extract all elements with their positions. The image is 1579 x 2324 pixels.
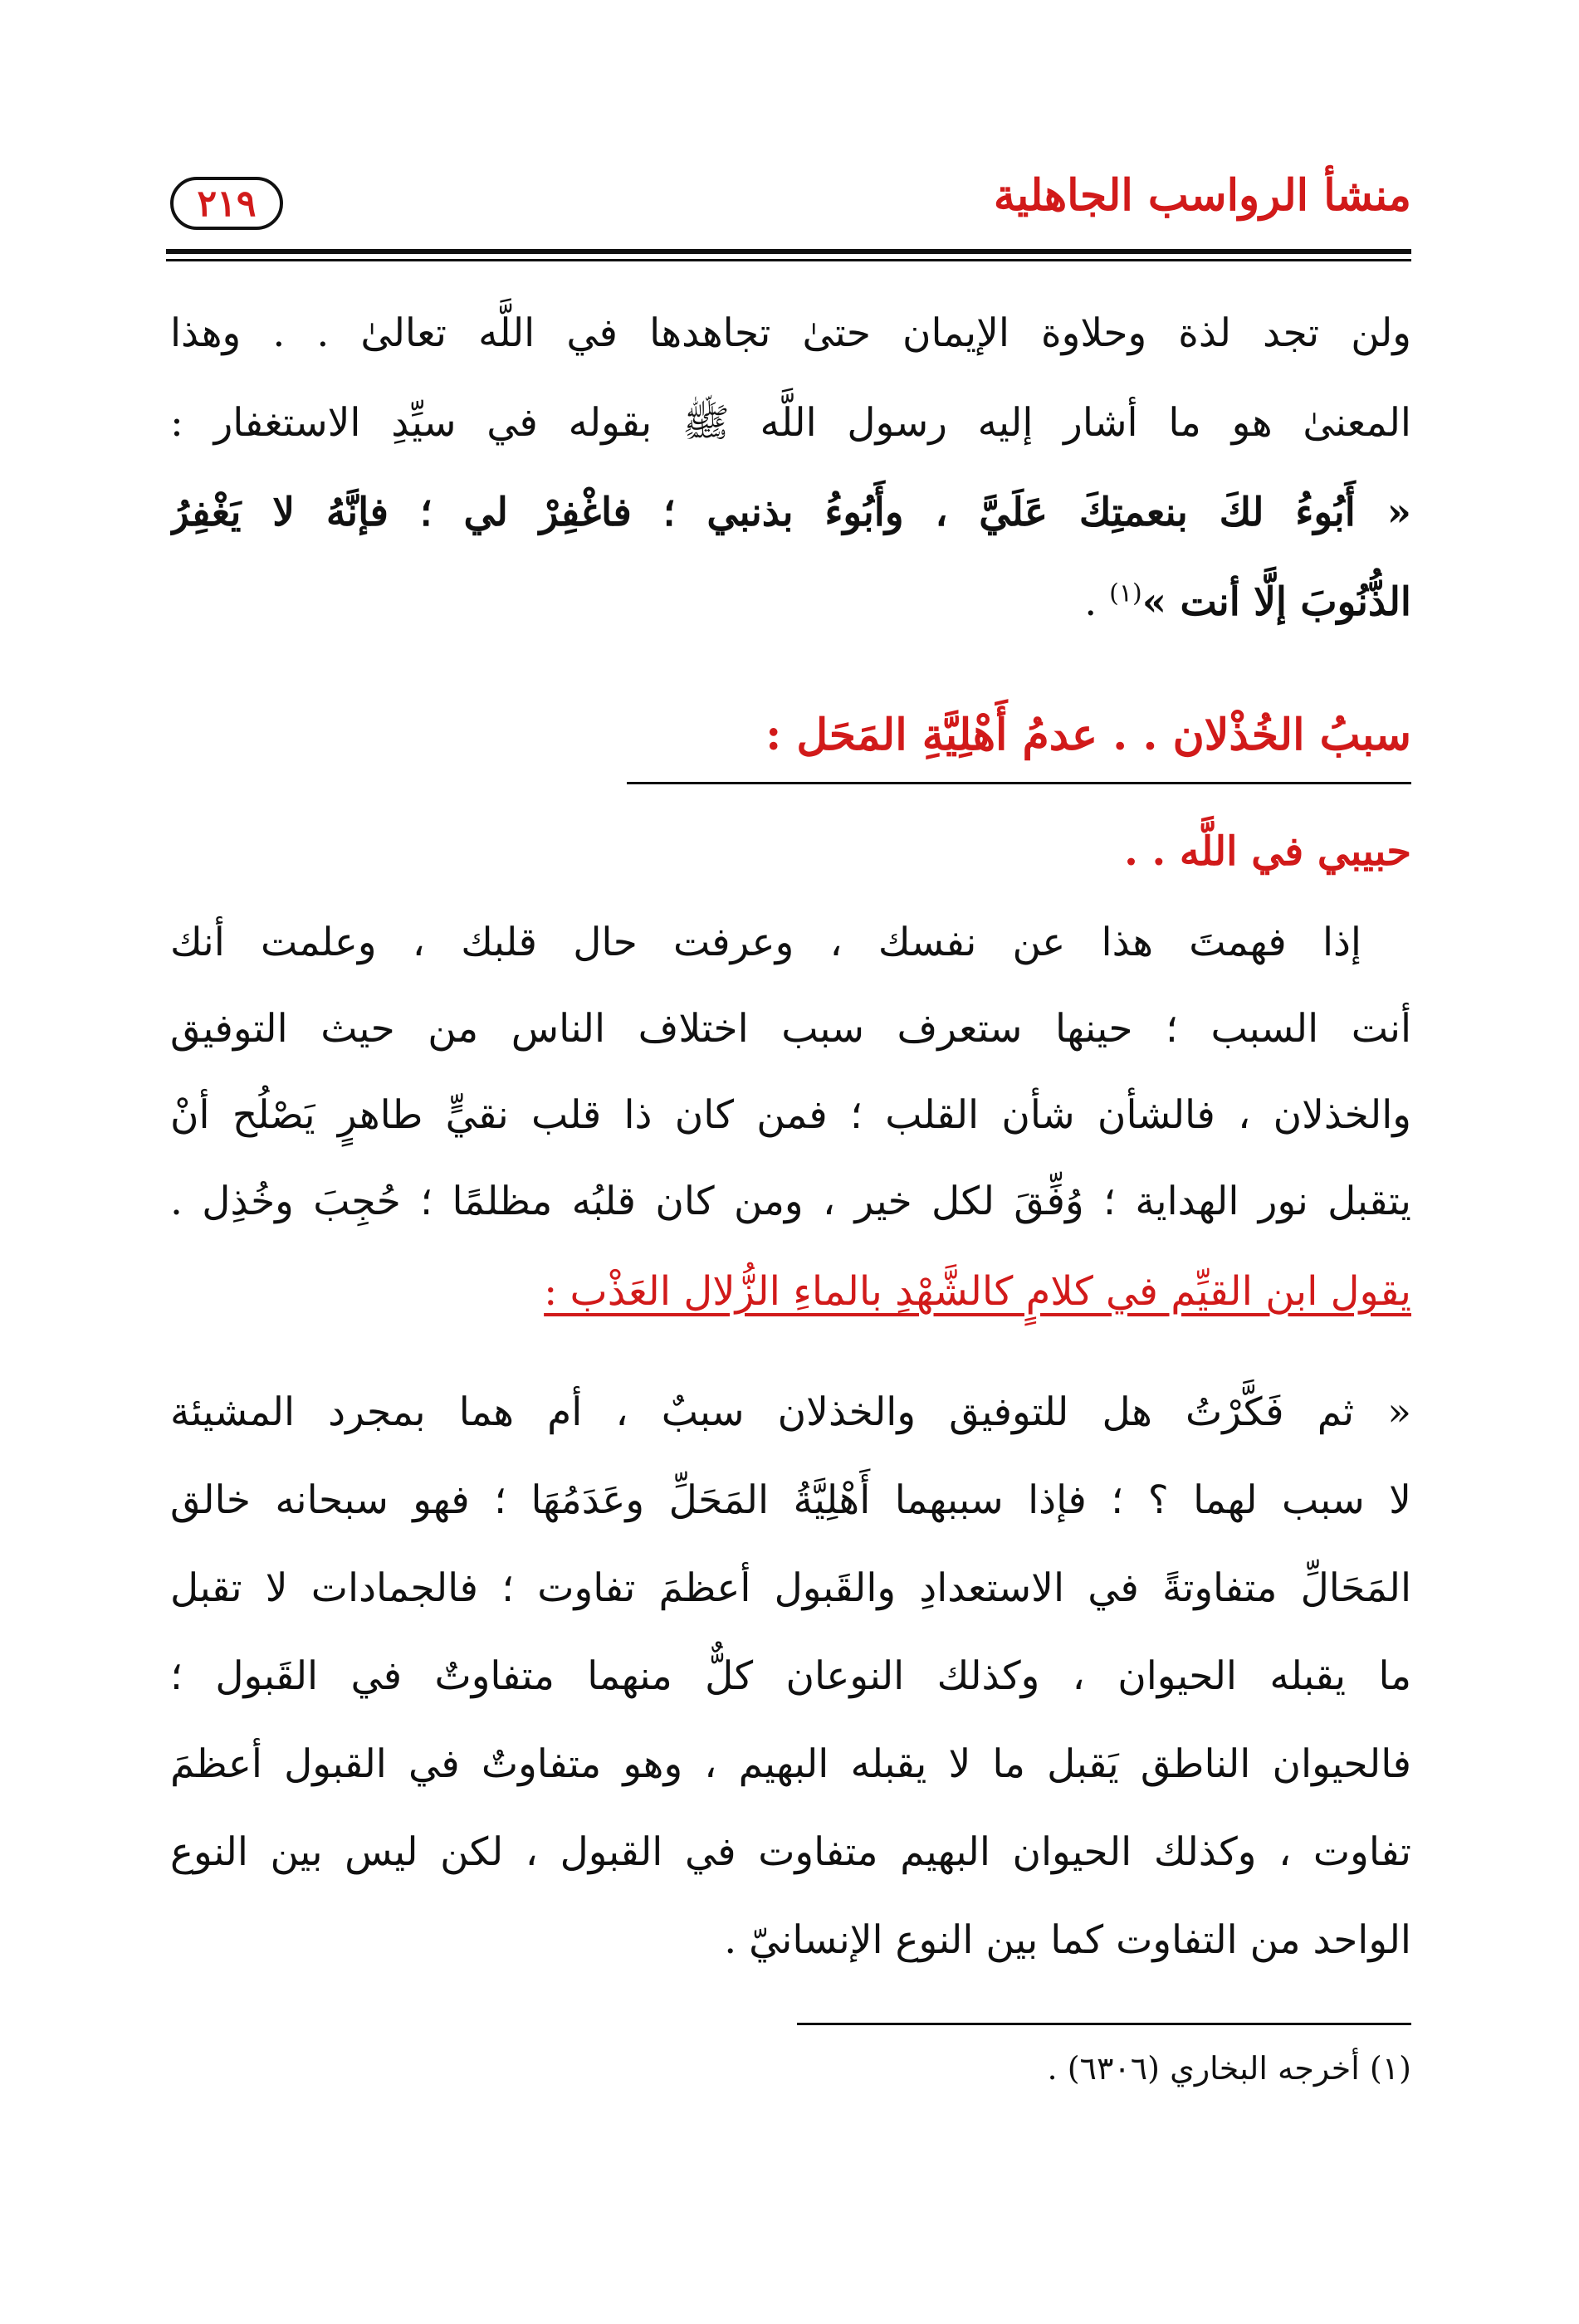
- text-line: والخذلان ، فالشأن شأن القلب ؛ فمن كان ذا قلب نقيٍّ طاهرٍ يَصْلُح أنْ: [170, 1092, 1411, 1138]
- footnote: (١) أخرجه البخاري (٦٣٠٦) .: [1047, 2050, 1411, 2087]
- text-line: لا سبب لهما ؟ ؛ فإذا سببهما أَهْلِيَّةُ المَحَلِّ وعَدَمُهَا ؛ فهو سبحانه خالق: [170, 1477, 1411, 1523]
- running-header-title: منشأ الرواسب الجاهلية: [993, 170, 1411, 221]
- text-line: الواحد من التفاوت كما بين النوع الإنسانيّ .: [724, 1917, 1411, 1963]
- text-line: يتقبل نور الهداية ؛ وُفِّقَ لكل خير ، ومن كان قلبُه مظلمًا ؛ حُجِبَ وخُذِل .: [170, 1179, 1411, 1224]
- text-line: إذا فهمتَ هذا عن نفسك ، وعرفت حال قلبك ، وعلمت أنك: [170, 920, 1361, 965]
- header-rule-thin: [166, 259, 1411, 261]
- text-line: « ثم فَكَّرْتُ هل للتوفيق والخذلان سببٌ ، أم هما بمجرد المشيئة: [170, 1389, 1411, 1435]
- quote-heading: يقول ابن القيِّم في كلامٍ كالشَّهْدِ بالماءِ الزُّلال العَذْب :: [544, 1268, 1411, 1315]
- hadith-text: الذُّنُوبَ إلَّا أنت »: [1141, 579, 1411, 625]
- text-line: ولن تجد لذة وحلاوة الإيمان حتىٰ تجاهدها في اللَّه تعالىٰ . . وهذا: [170, 310, 1411, 356]
- text-line: تفاوت ، وكذلك الحيوان البهيم متفاوت في القبول ، لكن ليس بين النوع: [170, 1829, 1411, 1875]
- footnote-separator: [797, 2023, 1411, 2025]
- hadith-line: « أَبُوءُ لكَ بنعمتِكَ عَلَيَّ ، وأَبُوءُ بذنبي ؛ فاغْفِرْ لي ؛ فإنَّهُ لا يَغْفِرُ: [170, 490, 1411, 535]
- text-line: المَحَالِّ متفاوتةً في الاستعدادِ والقَبول أعظمَ تفاوت ؛ فالجمادات لا تقبل: [170, 1565, 1411, 1611]
- end-punctuation: .: [1084, 579, 1110, 625]
- section-heading-underline: [627, 782, 1411, 784]
- page-number-badge: [170, 177, 283, 230]
- footnote-reference: (١): [1109, 579, 1142, 608]
- subheading: حبيبي في اللَّه . .: [1124, 828, 1411, 875]
- section-heading: سببُ الخُذْلان . . عدمُ أَهْلِيَّةِ المَحَل :: [765, 710, 1411, 760]
- page-number: ٢١٩: [197, 182, 257, 225]
- hadith-line-end: [170, 564, 1411, 641]
- text-line: المعنىٰ هو ما أشار إليه رسول اللَّه ﷺ بقوله في سيِّدِ الاستغفار :: [170, 400, 1411, 446]
- text-line: فالحيوان الناطق يَقبل ما لا يقبله البهيم ، وهو متفاوتٌ في القبول أعظمَ: [170, 1741, 1411, 1787]
- text-line: ما يقبله الحيوان ، وكذلك النوعان كلٌّ منهما متفاوتٌ في القَبول ؛: [170, 1653, 1411, 1699]
- header-rule-thick: [166, 249, 1411, 254]
- text-line: أنت السبب ؛ حينها ستعرف سبب اختلاف الناس من حيث التوفيق: [170, 1006, 1411, 1052]
